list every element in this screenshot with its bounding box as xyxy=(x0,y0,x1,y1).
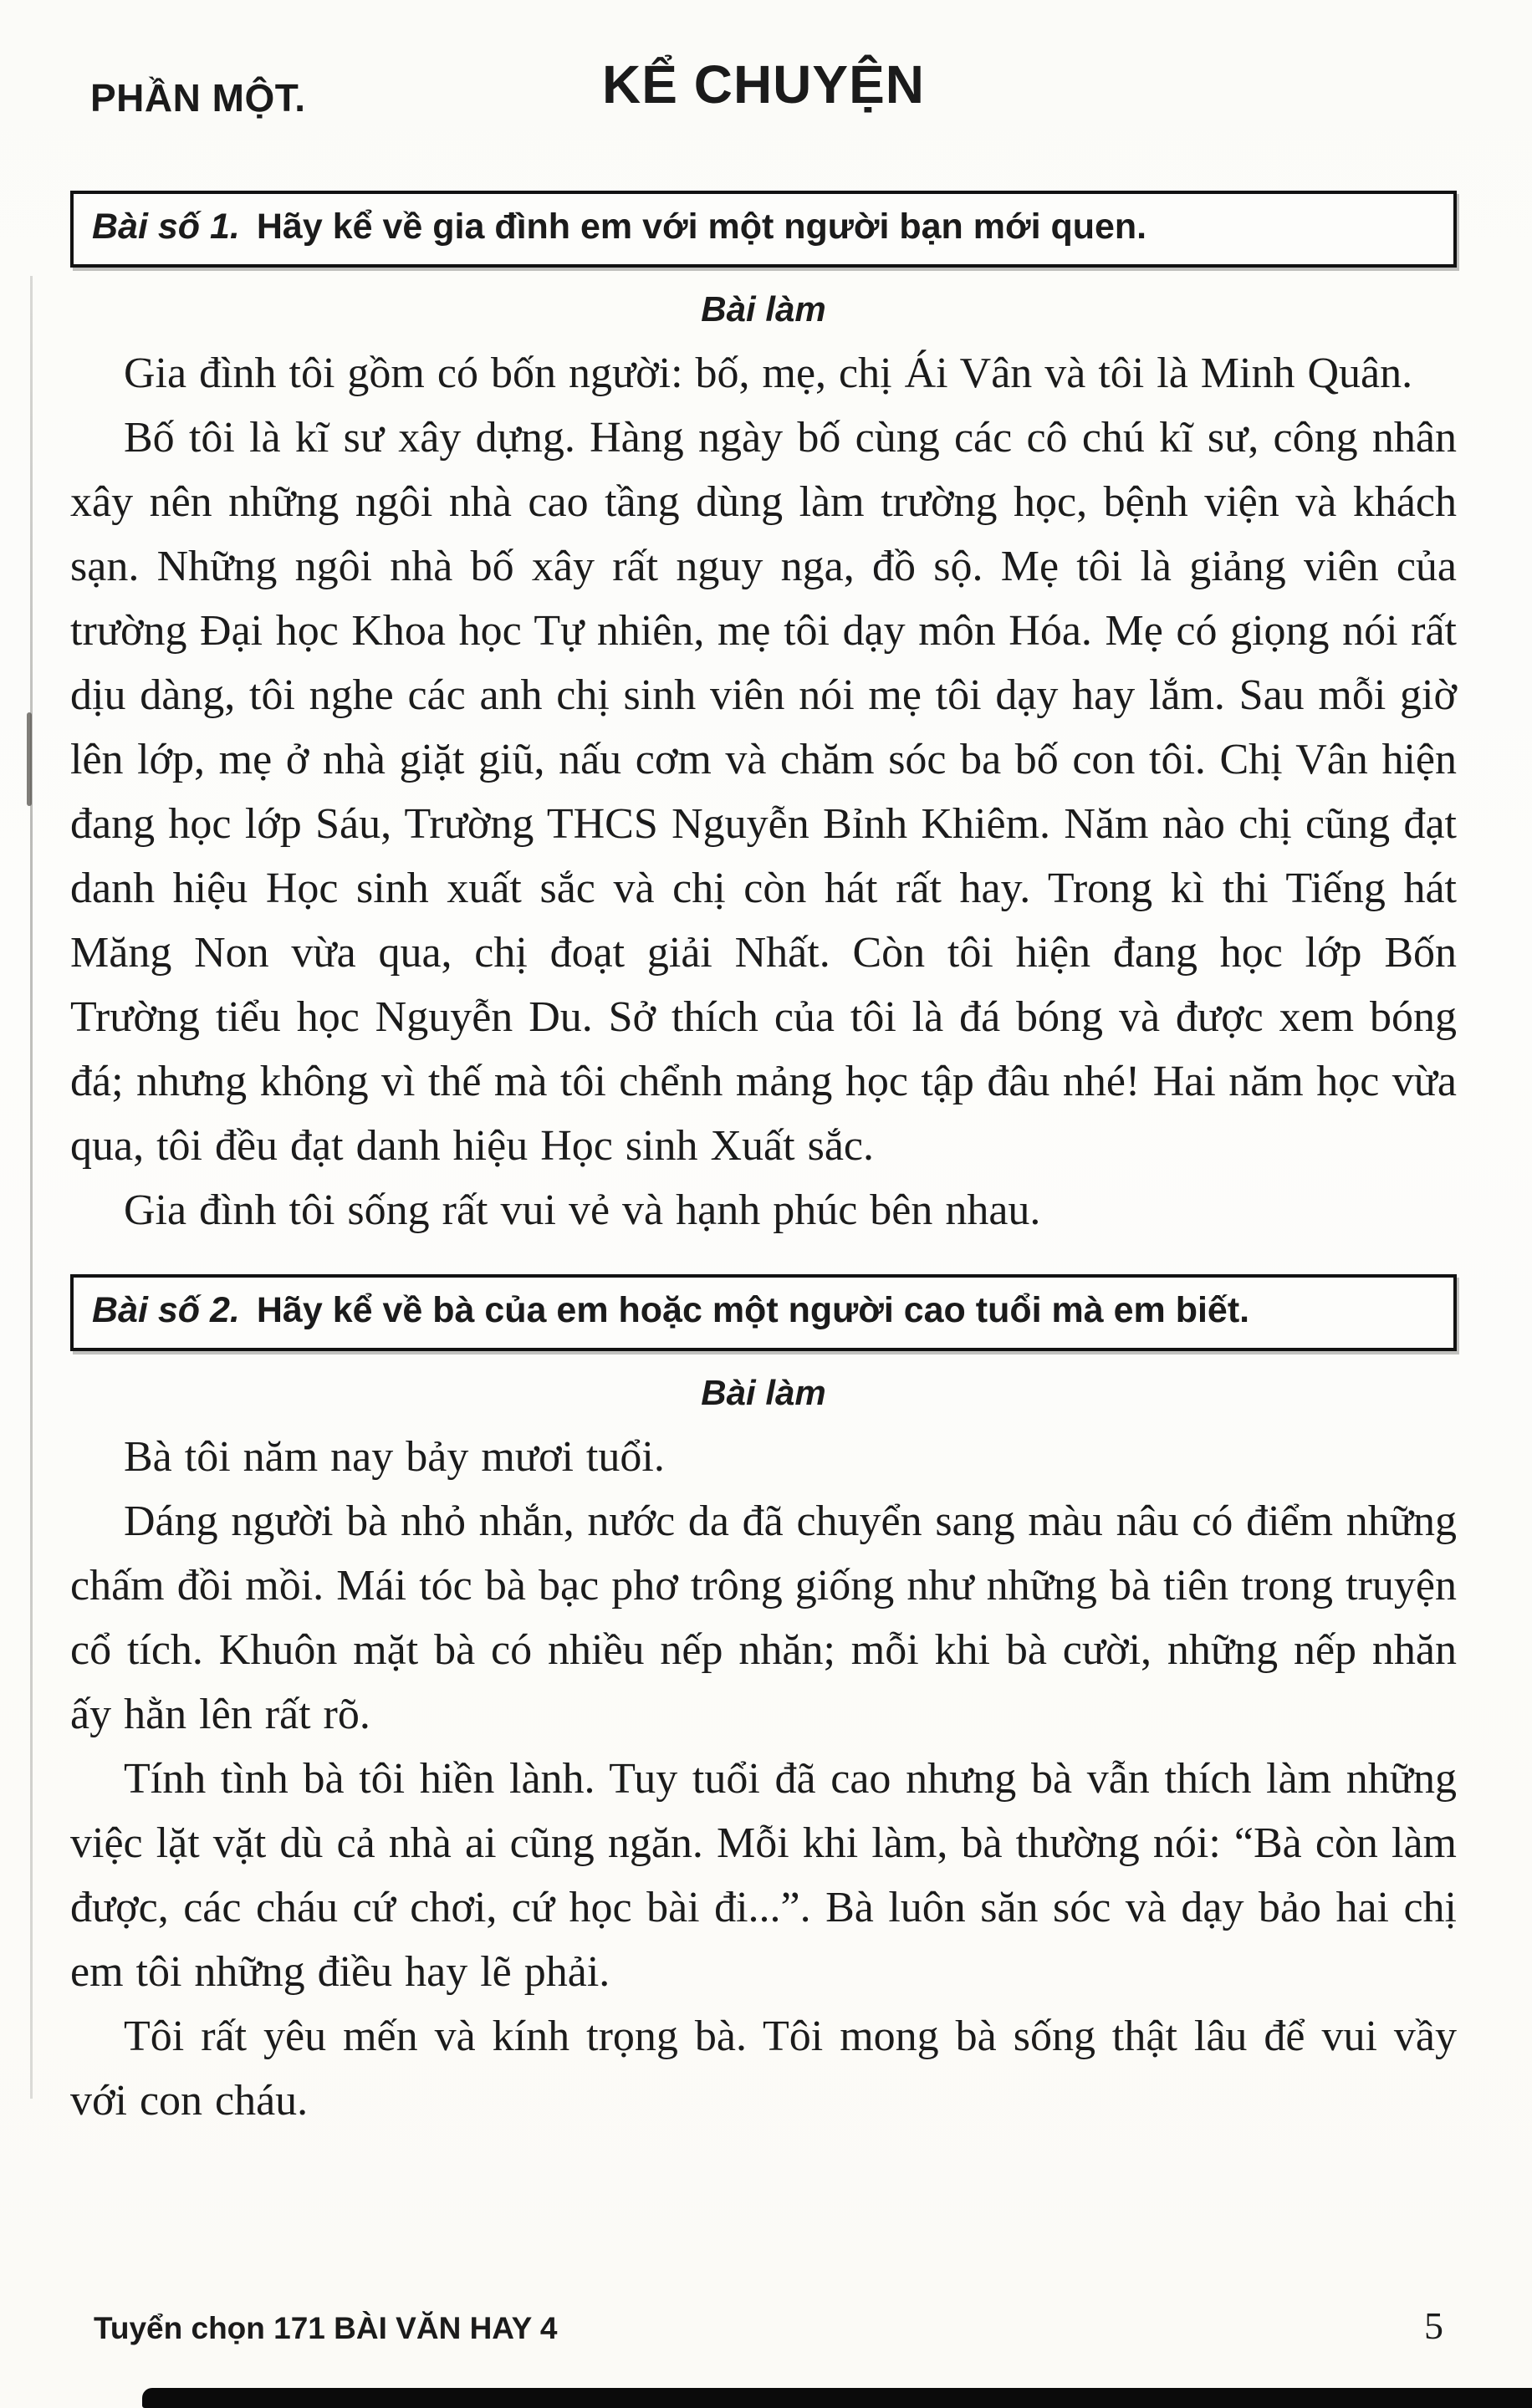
essay-1-subheading: Bài làm xyxy=(701,288,826,329)
essay-1-prompt-text: Hãy kể về gia đình em với một người bạn mới quen. xyxy=(256,207,1147,247)
essay-1-paragraph-3: Gia đình tôi sống rất vui vẻ và hạnh phúc bên nhau. xyxy=(124,1186,1041,1234)
essay-1-prompt-box xyxy=(70,191,1457,268)
essay-section-2 xyxy=(70,1274,1457,2133)
essay-2-prompt-text: Hãy kể về bà của em hoặc một người cao tuổi mà em biết. xyxy=(256,1289,1250,1330)
essay-2-paragraph-1: Bà tôi năm nay bảy mươi tuổi. xyxy=(124,1432,665,1481)
page-header xyxy=(70,54,1457,159)
scan-artifact-left-line xyxy=(30,276,33,2099)
essay-1-number-label: Bài số 1. xyxy=(92,207,240,247)
footer-page-number: 5 xyxy=(1424,2304,1443,2347)
part-label: PHẦN MỘT. xyxy=(90,76,306,120)
page-title: KỂ CHUYỆN xyxy=(602,54,925,115)
essay-2-paragraph-3: Tính tình bà tôi hiền lành. Tuy tuổi đã cao nhưng bà vẫn thích làm những việc lặt vặt dù cả nhà ai cũng ngăn. Mỗi khi làm, bà thường nói: “Bà còn làm được, các cháu cứ chơi, cứ học bài đi...”. Bà luôn săn sóc và dạy bảo hai chị em tôi những điều hay lẽ phải. xyxy=(70,1754,1457,1996)
essay-2-number-label: Bài số 2. xyxy=(92,1289,240,1330)
essay-2-paragraph-4: Tôi rất yêu mến và kính trọng bà. Tôi mong bà sống thật lâu để vui vầy với con cháu. xyxy=(70,2012,1457,2125)
essay-section-1 xyxy=(70,191,1457,1242)
essay-2-paragraph-2: Dáng người bà nhỏ nhắn, nước da đã chuyển sang màu nâu có điểm những chấm đồi mồi. Mái tóc bà bạc phơ trông giống như những bà tiên trong truyện cổ tích. Khuôn mặt bà có nhiều nếp nhăn; mỗi khi bà cười, những nếp nhăn ấy hằn lên rất rõ. xyxy=(70,1497,1457,1738)
essay-1-paragraph-2: Bố tôi là kĩ sư xây dựng. Hàng ngày bố cùng các cô chú kĩ sư, công nhân xây nên những ngôi nhà cao tầng dùng làm trường học, bệnh viện và khách sạn. Những ngôi nhà bố xây rất nguy nga, đồ sộ. Mẹ tôi là giảng viên của trường Đại học Khoa học Tự nhiên, mẹ tôi dạy môn Hóa. Mẹ có giọng nói rất dịu dàng, tôi nghe các anh chị sinh viên nói mẹ tôi dạy hay lắm. Sau mỗi giờ lên lớp, mẹ ở nhà giặt giũ, nấu cơm và chăm sóc ba bố con tôi. Chị Vân hiện đang học lớp Sáu, Trường THCS Nguyễn Bỉnh Khiêm. Năm nào chị cũng đạt danh hiệu Học sinh xuất sắc và chị còn hát rất hay. Trong kì thi Tiếng hát Măng Non vừa qua, chị đoạt giải Nhất. Còn tôi hiện đang học lớp Bốn Trường tiểu học Nguyễn Du. Sở thích của tôi là đá bóng và được xem bóng đá; nhưng không vì thế mà tôi chểnh mảng học tập đâu nhé! Hai năm học vừa qua, tôi đều đạt danh hiệu Học sinh Xuất sắc. xyxy=(70,413,1457,1170)
essay-1-paragraph-1: Gia đình tôi gồm có bốn người: bố, mẹ, chị Ái Vân và tôi là Minh Quân. xyxy=(124,349,1413,397)
essay-2-subheading: Bài làm xyxy=(701,1372,826,1412)
page-footer xyxy=(94,2303,1443,2348)
footer-book-title: Tuyển chọn 171 BÀI VĂN HAY 4 xyxy=(94,2311,558,2345)
scan-artifact-bottom-bar xyxy=(142,2388,1532,2408)
scan-artifact-left-mark xyxy=(27,712,32,806)
essay-2-prompt-box xyxy=(70,1274,1457,1351)
